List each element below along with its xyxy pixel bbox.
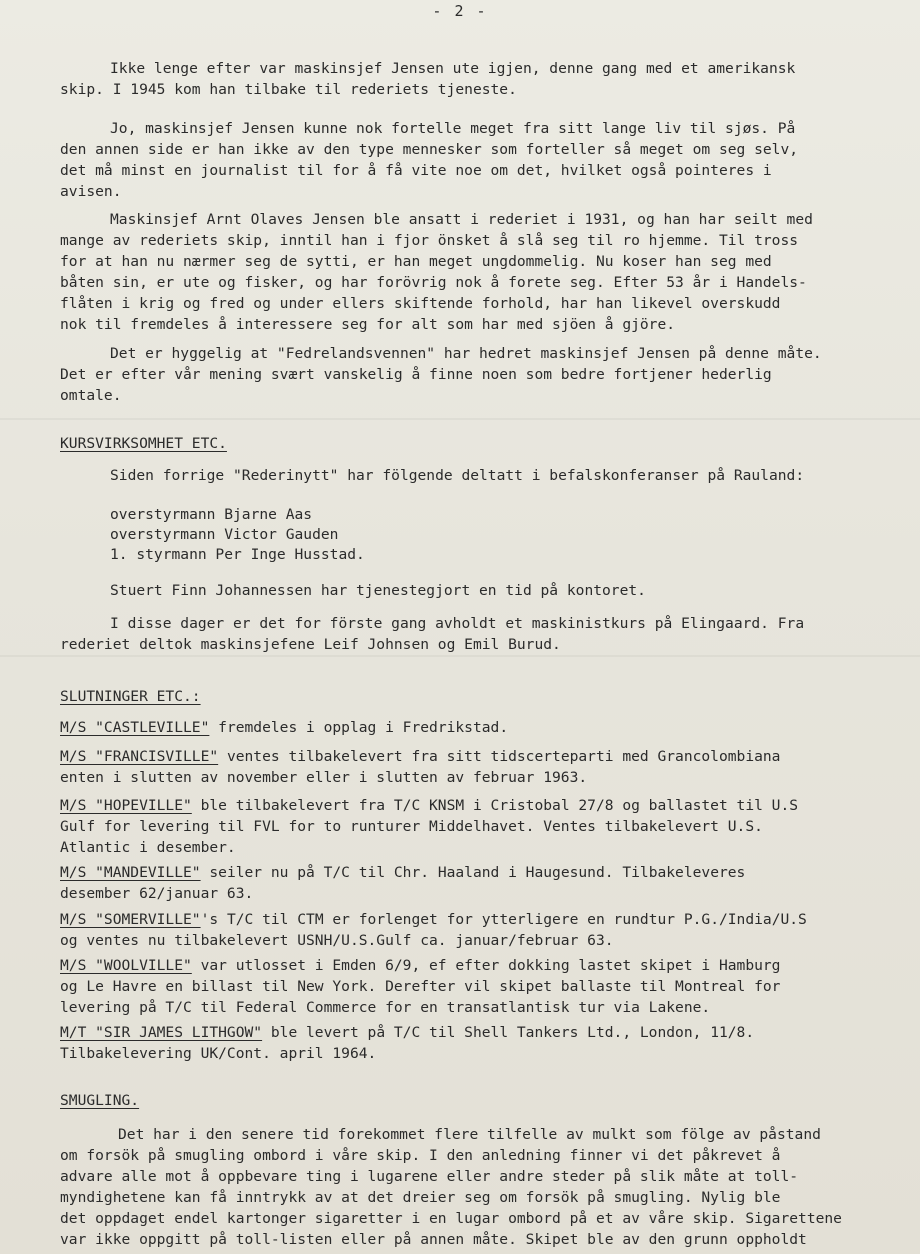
text-line: Det har i den senere tid forekommet flere tilfelle av mulkt som fölge av påstand bbox=[118, 1126, 821, 1143]
ship-name: M/S "MANDEVILLE" bbox=[60, 864, 201, 881]
ship-entry bbox=[60, 717, 868, 738]
ship-name: M/T "SIR JAMES LITHGOW" bbox=[60, 1024, 263, 1041]
participant-item: overstyrmann Victor Gauden bbox=[110, 526, 339, 543]
ship-name: M/S "SOMERVILLE" bbox=[60, 911, 201, 928]
text-line: om forsök på smugling ombord i våre skip. I den anledning finner vi det påkrevet å bbox=[60, 1147, 781, 1164]
ship-status-cont: og Le Havre en billast til New York. Derefter vil skipet ballaste til Montreal for bbox=[60, 978, 781, 995]
ship-entry bbox=[60, 955, 868, 1018]
participant-item: overstyrmann Bjarne Aas bbox=[110, 506, 313, 523]
ship-entry bbox=[60, 1022, 868, 1064]
participant-item: 1. styrmann Per Inge Husstad. bbox=[110, 546, 365, 563]
ship-name: M/S "CASTLEVILLE" bbox=[60, 719, 210, 736]
section-heading-slutninger: SLUTNINGER ETC.: bbox=[60, 688, 201, 705]
text-line: Jo, maskinsjef Jensen kunne nok fortelle meget fra sitt lange liv til sjøs. På bbox=[110, 120, 796, 137]
text-line: Stuert Finn Johannessen har tjenestegjort en tid på kontoret. bbox=[110, 582, 646, 599]
text-line: for at han nu nærmer seg de sytti, er han meget ungdommelig. Nu koser han seg med bbox=[60, 253, 772, 270]
ship-status: ble levert på T/C til Shell Tankers Ltd., London, 11/8. bbox=[262, 1024, 755, 1041]
text-line: myndighetene kan få inntrykk av at det dreier seg om forsök på smugling. Nylig ble bbox=[60, 1189, 781, 1206]
ship-entry bbox=[60, 862, 868, 904]
text-line: mange av rederiets skip, inntil han i fjor önsket å slå seg til ro hjemme. Til tross bbox=[60, 232, 799, 249]
ship-entry bbox=[60, 795, 868, 858]
text-line: det oppdaget endel kartonger sigaretter i en lugar ombord på et av våre skip. Sigarettene bbox=[60, 1210, 842, 1227]
text-line: den annen side er han ikke av den type mennesker som forteller så meget om seg selv, bbox=[60, 141, 799, 158]
text-line: skip. I 1945 kom han tilbake til rederiets tjeneste. bbox=[60, 81, 517, 98]
ship-status: ventes tilbakelevert fra sitt tidscerteparti med Grancolombiana bbox=[218, 748, 781, 765]
ship-entry bbox=[60, 909, 868, 951]
ship-status: var utlosset i Emden 6/9, ef efter dokking lastet skipet i Hamburg bbox=[191, 957, 781, 974]
text-line: var ikke oppgitt på toll-listen eller på annen måte. Skipet ble av den grunn oppholdt bbox=[60, 1231, 807, 1248]
ship-status: ble tilbakelevert fra T/C KNSM i Cristobal 27/8 og ballastet til U.S bbox=[191, 797, 799, 814]
text-line: Det er efter vår mening svært vanskelig å finne noen som bedre fortjener hederlig bbox=[60, 366, 772, 383]
text-line: Ikke lenge efter var maskinsjef Jensen ute igjen, denne gang med et amerikansk bbox=[110, 60, 796, 77]
ship-status-cont: enten i slutten av november eller i slutten av februar 1963. bbox=[60, 769, 588, 786]
ship-status-cont: Atlantic i desember. bbox=[60, 839, 236, 856]
text-line: det må minst en journalist til for å få vite noe om det, hvilket også pointeres i bbox=[60, 162, 772, 179]
ship-status-cont: Tilbakelevering UK/Cont. april 1964. bbox=[60, 1045, 377, 1062]
ship-name: M/S "HOPEVILLE" bbox=[60, 797, 192, 814]
text-line: flåten i krig og fred og under ellers skiftende forhold, har han likevel overskudd bbox=[60, 295, 781, 312]
ship-name: M/S "FRANCISVILLE" bbox=[60, 748, 219, 765]
text-line: advare alle mot å oppbevare ting i lugarene eller andre steder på slik måte at toll- bbox=[60, 1168, 799, 1185]
page-number: - 2 - bbox=[432, 2, 488, 20]
text-line: omtale. bbox=[60, 387, 122, 404]
ship-status: 's T/C til CTM er forlenget for ytterligere en rundtur P.G./India/U.S bbox=[200, 911, 807, 928]
ship-status-cont: levering på T/C til Federal Commerce for en transatlantisk tur via Lakene. bbox=[60, 999, 711, 1016]
text-line: rederiet deltok maskinsjefene Leif Johnsen og Emil Burud. bbox=[60, 636, 561, 653]
paper-fold-line bbox=[0, 418, 920, 420]
ship-status: fremdeles i opplag i Fredrikstad. bbox=[209, 719, 509, 736]
text-line: Maskinsjef Arnt Olaves Jensen ble ansatt i rederiet i 1931, og han har seilt med bbox=[110, 211, 813, 228]
section-heading-kurs: KURSVIRKSOMHET ETC. bbox=[60, 435, 227, 452]
text-line: Siden forrige "Rederinytt" har fölgende deltatt i befalskonferanser på Rauland: bbox=[110, 467, 805, 484]
text-line: avisen. bbox=[60, 183, 122, 200]
ship-status-cont: desember 62/januar 63. bbox=[60, 885, 254, 902]
text-line: Det er hyggelig at "Fedrelandsvennen" har hedret maskinsjef Jensen på denne måte. bbox=[110, 345, 822, 362]
paper-fold-line bbox=[0, 655, 920, 657]
ship-name: M/S "WOOLVILLE" bbox=[60, 957, 192, 974]
ship-entry bbox=[60, 746, 868, 788]
ship-status-cont: og ventes nu tilbakelevert USNH/U.S.Gulf ca. januar/februar 63. bbox=[60, 932, 614, 949]
section-heading-smugling: SMUGLING. bbox=[60, 1092, 140, 1109]
ship-status-cont: Gulf for levering til FVL for to runturer Middelhavet. Ventes tilbakelevert U.S. bbox=[60, 818, 763, 835]
ship-status: seiler nu på T/C til Chr. Haaland i Haugesund. Tilbakeleveres bbox=[200, 864, 746, 881]
text-line: nok til fremdeles å interessere seg for alt som har med sjöen å gjöre. bbox=[60, 316, 676, 333]
text-line: båten sin, er ute og fisker, og har forövrig nok å forete seg. Efter 53 år i Handels- bbox=[60, 274, 807, 291]
text-line: I disse dager er det for förste gang avholdt et maskinistkurs på Elingaard. Fra bbox=[110, 615, 805, 632]
